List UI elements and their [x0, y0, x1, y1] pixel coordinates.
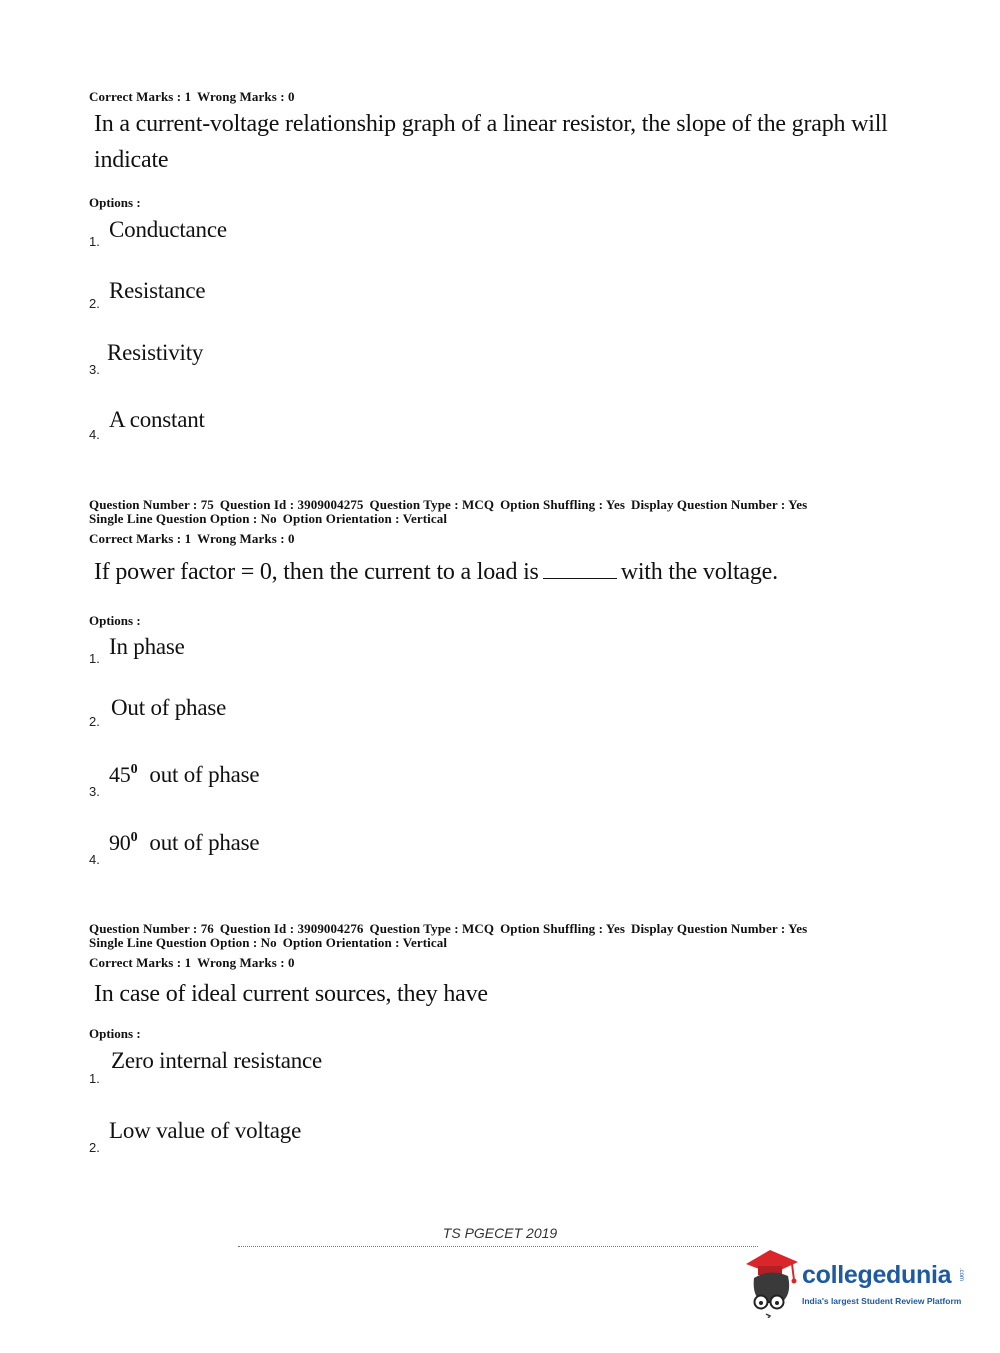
- option-number: 2.: [89, 296, 100, 311]
- option-text: [109, 762, 259, 788]
- correct-marks: Correct Marks : 1: [89, 531, 192, 546]
- mascot-icon: [740, 1244, 802, 1318]
- question-type: Question Type : MCQ: [369, 921, 495, 936]
- collegedunia-logo: [740, 1244, 970, 1324]
- option-number: 1.: [89, 234, 100, 249]
- q75-meta-line-1: [89, 497, 807, 512]
- option-text: In phase: [109, 634, 185, 659]
- correct-marks: Correct Marks : 1: [89, 89, 192, 104]
- question-id: Question Id : 3909004275: [219, 497, 364, 512]
- footer-dotted-rule: [238, 1246, 758, 1247]
- question-number: Question Number : 75: [89, 497, 214, 512]
- option-shuffling: Option Shuffling : Yes: [500, 497, 625, 512]
- option-number: 4.: [89, 852, 100, 867]
- option-text: Zero internal resistance: [111, 1048, 323, 1073]
- option-text: [109, 830, 259, 856]
- question-text-before-blank: If power factor = 0, then the current to a load is: [94, 559, 539, 585]
- option-text-suffix: out of phase: [149, 830, 260, 855]
- wrong-marks: Wrong Marks : 0: [197, 89, 295, 104]
- option-text: Resistance: [109, 278, 206, 303]
- option-shuffling: Option Shuffling : Yes: [500, 921, 625, 936]
- answer-blank: [543, 558, 617, 579]
- option-number: 2.: [89, 714, 100, 729]
- option-number: 3.: [89, 362, 100, 377]
- q76-meta-line-2: [89, 935, 447, 950]
- option-number: 1.: [89, 651, 100, 666]
- option-number: 2.: [89, 1140, 100, 1155]
- option-orientation: Option Orientation : Vertical: [282, 511, 448, 526]
- question-text: In case of ideal current sources, they have: [94, 981, 488, 1007]
- angle-value: $90^0$: [109, 830, 138, 855]
- single-line-option: Single Line Question Option : No: [89, 935, 277, 950]
- option-number: 1.: [89, 1071, 100, 1086]
- options-label: Options :: [89, 195, 141, 210]
- single-line-option: Single Line Question Option : No: [89, 511, 277, 526]
- option-orientation: Option Orientation : Vertical: [282, 935, 448, 950]
- q76-meta-line-1: [89, 921, 807, 936]
- q74-marks: [89, 89, 295, 104]
- question-text: In a current-voltage relationship graph of a linear resistor, the slope of the graph will indicate: [94, 111, 888, 173]
- option-text-suffix: out of phase: [149, 762, 260, 787]
- degree-superscript: 0: [130, 762, 138, 777]
- display-question-number: Display Question Number : Yes: [630, 921, 808, 936]
- brand-domain: .com: [958, 1268, 964, 1282]
- angle-value: $45^0$: [109, 762, 138, 787]
- option-text: Low value of voltage: [109, 1118, 302, 1143]
- wrong-marks: Wrong Marks : 0: [197, 531, 295, 546]
- footer-exam-title: TS PGECET 2019: [442, 1225, 558, 1241]
- display-question-number: Display Question Number : Yes: [630, 497, 808, 512]
- question-number: Question Number : 76: [89, 921, 214, 936]
- q76-marks: [89, 955, 295, 970]
- options-label: Options :: [89, 1026, 141, 1041]
- option-text: A constant: [109, 407, 205, 432]
- option-text: Resistivity: [107, 340, 204, 365]
- brand-name: collegedunia: [802, 1261, 952, 1289]
- options-label: Options :: [89, 613, 141, 628]
- q75-marks: [89, 531, 295, 546]
- wrong-marks: Wrong Marks : 0: [197, 955, 295, 970]
- q75-meta-line-2: [89, 511, 447, 526]
- question-type: Question Type : MCQ: [369, 497, 495, 512]
- question-text-after-blank: with the voltage.: [620, 559, 778, 585]
- option-text: Conductance: [109, 217, 227, 242]
- degree-superscript: 0: [130, 830, 138, 845]
- option-number: 3.: [89, 784, 100, 799]
- option-text: Out of phase: [111, 695, 227, 720]
- question-text: [94, 554, 778, 590]
- brand-tagline: India's largest Student Review Platform: [802, 1296, 962, 1306]
- option-number: 4.: [89, 427, 100, 442]
- correct-marks: Correct Marks : 1: [89, 955, 192, 970]
- question-id: Question Id : 3909004276: [219, 921, 364, 936]
